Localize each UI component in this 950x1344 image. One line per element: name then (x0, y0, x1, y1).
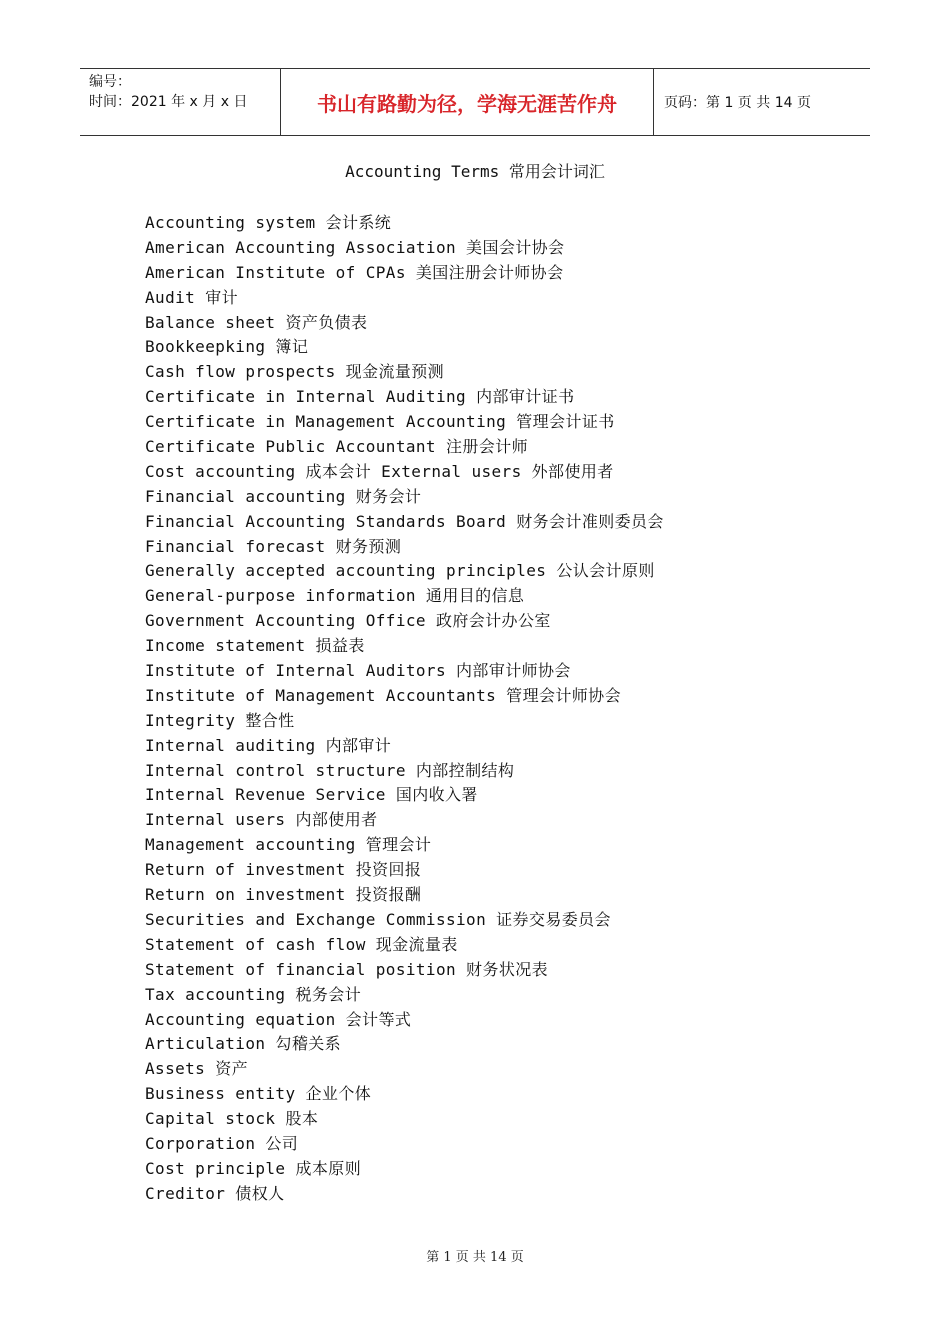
header-page-info: 页码：第 1 页 共 14 页 (664, 95, 811, 111)
term-item: Cost accounting 成本会计 External users 外部使用者 (145, 461, 614, 481)
term-item: Statement of cash flow 现金流量表 (145, 934, 458, 954)
document-number-label: 编号： (89, 74, 131, 90)
term-item: Income statement 损益表 (145, 636, 365, 656)
term-item: Audit 审计 (145, 287, 238, 307)
term-item: Return on investment 投资报酬 (145, 885, 422, 905)
term-item: Financial accounting 财务会计 (145, 486, 422, 506)
term-item: American Accounting Association 美国会计协会 (145, 237, 565, 257)
term-item: Securities and Exchange Commission 证券交易委员会 (145, 909, 611, 929)
page-footer: 第 1 页 共 14 页 (426, 1250, 524, 1265)
header-motto: 书山有路勤为径，学海无涯苦作舟 (317, 91, 617, 116)
header-page-cell (654, 69, 870, 135)
term-item: Accounting system 会计系统 (145, 213, 392, 232)
term-item: Tax accounting 税务会计 (145, 984, 362, 1004)
term-item: Capital stock 股本 (145, 1109, 319, 1129)
term-item: General-purpose information 通用目的信息 (145, 586, 525, 606)
term-item: Statement of financial position 财务状况表 (145, 959, 549, 979)
term-item: Certificate in Management Accounting 管理会计证书 (145, 412, 615, 432)
document-title: Accounting Terms 常用会计词汇 (345, 162, 605, 181)
term-item: Internal Revenue Service 国内收入署 (145, 785, 478, 805)
header-motto-cell (281, 69, 654, 135)
term-item: Internal users 内部使用者 (145, 810, 378, 830)
term-item: Corporation 公司 (145, 1133, 299, 1153)
term-list (145, 211, 664, 1207)
term-item: Generally accepted accounting principles 公认会计原则 (145, 561, 655, 581)
term-item: Business entity 企业个体 (145, 1084, 372, 1104)
term-item: Accounting equation 会计等式 (145, 1009, 412, 1029)
term-item: Internal auditing 内部审计 (145, 735, 392, 755)
header-meta-cell (80, 69, 281, 135)
term-item: Creditor 债权人 (145, 1183, 285, 1203)
term-item: Certificate Public Accountant 注册会计师 (145, 437, 528, 457)
term-item: Certificate in Internal Auditing 内部审计证书 (145, 387, 575, 407)
term-item: Institute of Management Accountants 管理会计师协会 (145, 685, 621, 705)
term-item: Management accounting 管理会计 (145, 835, 432, 855)
term-item: Institute of Internal Auditors 内部审计师协会 (145, 661, 571, 681)
document-header (80, 68, 870, 136)
term-item: Assets 资产 (145, 1059, 249, 1079)
term-item: Integrity 整合性 (145, 710, 295, 730)
term-item: Financial forecast 财务预测 (145, 536, 402, 556)
term-item: Government Accounting Office 政府会计办公室 (145, 611, 551, 631)
term-item: Financial Accounting Standards Board 财务会计准则委员会 (145, 511, 664, 531)
term-item: Cash flow prospects 现金流量预测 (145, 362, 445, 382)
document-time-label: 时间：2021 年 x 月 x 日 (89, 94, 248, 110)
term-item: American Institute of CPAs 美国注册会计师协会 (145, 262, 564, 282)
term-item: Return of investment 投资回报 (145, 860, 422, 880)
term-item: Articulation 勾稽关系 (145, 1034, 342, 1054)
term-item: Cost principle 成本原则 (145, 1158, 362, 1178)
term-item: Bookkeepking 簿记 (145, 337, 309, 357)
term-item: Internal control structure 内部控制结构 (145, 760, 515, 780)
term-item: Balance sheet 资产负债表 (145, 312, 368, 332)
